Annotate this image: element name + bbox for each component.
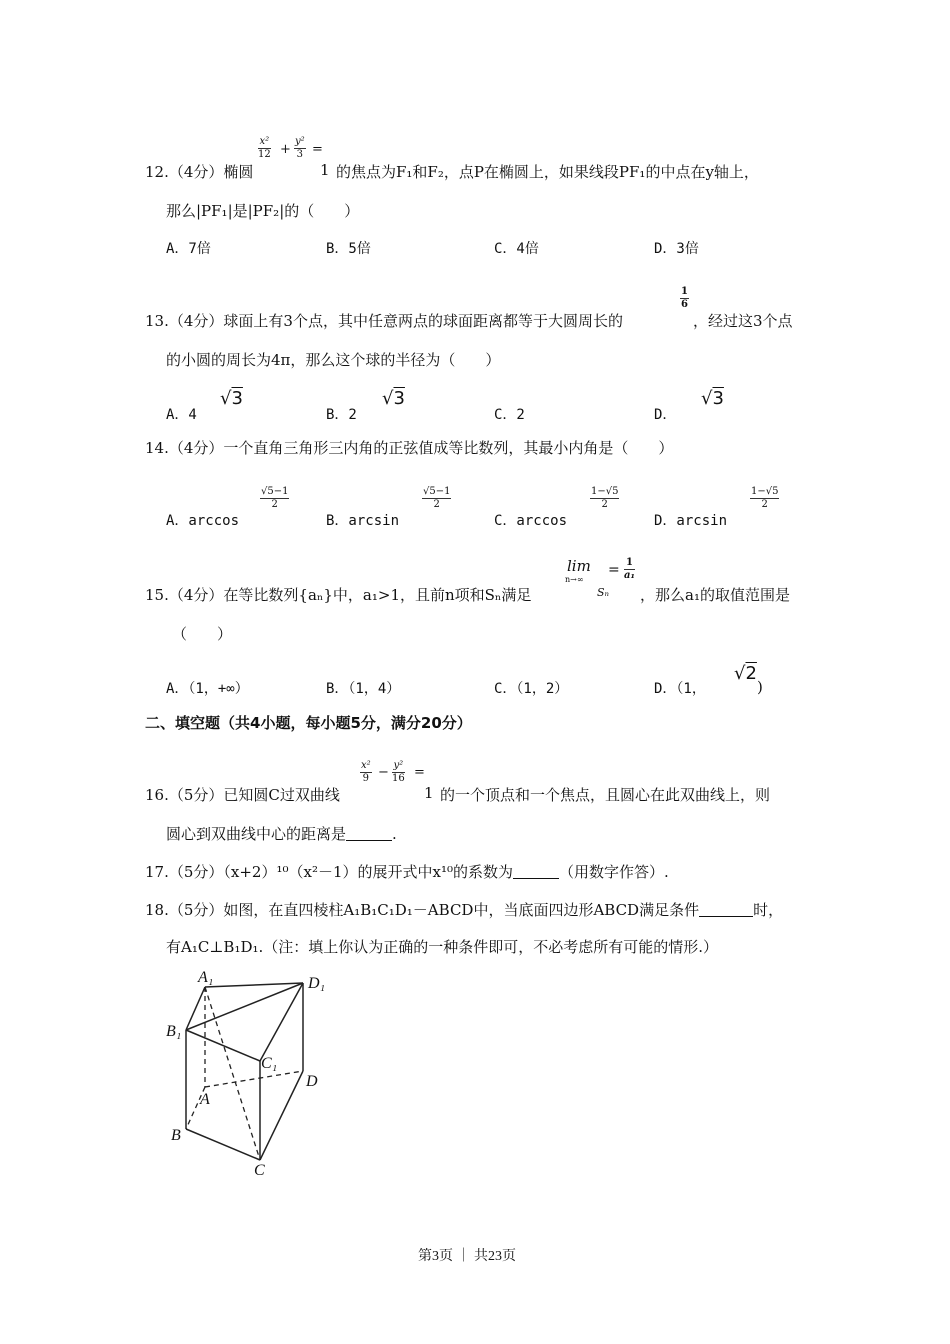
- q15-option-a: A．（1，+∞）: [166, 681, 249, 697]
- q18-line1: 18.（5分）如图，在直四棱柱A₁B₁C₁D₁－ABCD中，当底面四边形ABCD满足条件 时，: [145, 901, 784, 919]
- q12-one: 1: [320, 161, 330, 179]
- q13-option-b-sqrt: √3: [382, 388, 405, 409]
- label-b: B: [171, 1127, 181, 1144]
- edge-a-d-hidden: [205, 1071, 303, 1087]
- q12-option-a: A．7倍: [166, 241, 211, 257]
- q15-option-d: D．（1，: [654, 681, 706, 697]
- q14-line1: 14.（4分）一个直角三角形三内角的正弦值成等比数列，其最小内角是（ ）: [145, 439, 674, 457]
- label-a1: A₁: [198, 969, 214, 986]
- q15-frac-1-a1: $\frac{1}{\text{a₁}}$: [624, 557, 635, 581]
- q14-option-c: C．arccos: [494, 513, 568, 529]
- label-d1: D₁: [308, 975, 326, 992]
- q12-frac-x2-12: $\frac{\text{x²}}{12}$: [258, 136, 271, 160]
- q14-option-c-frac: $\frac{1-√5}{2}$: [591, 486, 619, 510]
- q14-option-a-frac: $\frac{√5-1}{2}$: [261, 486, 289, 510]
- question-17: 17.（5分）（x+2）¹⁰（x²－1）的展开式中x¹⁰的系数为 （用数字作答）.: [145, 863, 669, 881]
- q18-line2: 有A₁C⊥B₁D₁.（注：填上你认为正确的一种条件即可，不必考虑所有可能的情形.）: [166, 938, 719, 956]
- q13-option-a-sqrt: √3: [220, 388, 243, 409]
- q15-eq: =: [608, 562, 620, 578]
- q16-line1-end: 的一个顶点和一个焦点，且圆心在此双曲线上，则: [440, 786, 771, 804]
- q15-line1-end: ，那么a₁的取值范围是: [640, 586, 790, 604]
- q15-option-d-close: ): [757, 678, 763, 696]
- q15-sn: Sₙ: [597, 586, 609, 599]
- q13-line2: 的小圆的周长为4π，那么这个球的半径为（ ）: [166, 351, 501, 369]
- q13-option-a: A．4: [166, 407, 197, 423]
- q15-line2: （ ）: [172, 625, 233, 643]
- q16-one: 1: [424, 784, 434, 802]
- q12-option-c: C．4倍: [494, 241, 539, 257]
- label-c: C: [254, 1162, 265, 1179]
- edge-b1-c1: [186, 1030, 260, 1061]
- label-a: A: [200, 1091, 210, 1108]
- q16-equals: =: [414, 765, 425, 780]
- q16-line1-start: 16.（5分）已知圆C过双曲线: [145, 786, 340, 804]
- prism-figure: [160, 965, 360, 1180]
- q17-answer-blank: [513, 864, 559, 879]
- q13-option-b: B．2: [326, 407, 357, 423]
- edge-c1-d1: [260, 983, 303, 1061]
- q14-option-b: B．arcsin: [326, 513, 400, 529]
- page-footer: 第3页 ｜ 共23页: [418, 1249, 516, 1264]
- q12-equals: =: [312, 142, 323, 157]
- edge-a1-d1: [205, 983, 303, 987]
- section-2-heading: 二、填空题（共4小题，每小题5分，满分20分）: [145, 714, 472, 732]
- q16-answer-blank: [346, 826, 392, 841]
- q12-line1-end: 的焦点为F₁和F₂，点P在椭圆上，如果线段PF₁的中点在y轴上，: [336, 163, 759, 181]
- q13-option-d-sqrt: √3: [701, 388, 724, 409]
- q12-plus: +: [280, 142, 291, 157]
- label-d: D: [306, 1073, 318, 1090]
- q14-option-d: D．arcsin: [654, 513, 728, 529]
- q13-line1-end: ，经过这3个点: [693, 312, 793, 330]
- q15-option-b: B．（1，4）: [326, 681, 401, 697]
- q15-line1-start: 15.（4分）在等比数列{aₙ}中，a₁>1，且前n项和Sₙ满足: [145, 586, 532, 604]
- q13-option-c: C．2: [494, 407, 525, 423]
- edge-c-d: [260, 1071, 303, 1160]
- edge-b-c: [186, 1129, 260, 1160]
- q15-lim: lim: [567, 557, 591, 575]
- q15-option-c: C．（1，2）: [494, 681, 569, 697]
- q16-minus: −: [378, 765, 389, 780]
- q14-option-d-frac: $\frac{1-√5}{2}$: [751, 486, 779, 510]
- q15-lim-sub: n→∞: [565, 575, 584, 584]
- q16-line2: 圆心到双曲线中心的距离是 .: [166, 825, 397, 843]
- q14-option-b-frac: $\frac{√5-1}{2}$: [423, 486, 451, 510]
- q12-line1-start: 12.（4分）椭圆: [145, 163, 254, 181]
- q12-option-b: B．5倍: [326, 241, 371, 257]
- q12-line2: 那么|PF₁|是|PF₂|的（ ）: [166, 202, 360, 220]
- q16-frac-x2-9: $\frac{\text{x²}}{9}$: [361, 760, 371, 784]
- q13-option-d: D．: [654, 407, 677, 423]
- label-c1: C₁: [261, 1055, 278, 1072]
- label-b1: B₁: [166, 1023, 182, 1040]
- q12-frac-y2-3: $\frac{\text{y²}}{3}$: [295, 136, 305, 160]
- diagonal-a1-c-hidden: [205, 987, 260, 1160]
- q13-frac-1-6: $\frac{1}{6}$: [681, 286, 688, 310]
- q16-frac-y2-16: $\frac{\text{y²}}{16}$: [392, 760, 405, 784]
- q12-option-d: D．3倍: [654, 241, 699, 257]
- q18-answer-blank: [699, 902, 753, 917]
- q13-line1-start: 13.（4分）球面上有3个点，其中任意两点的球面距离都等于大圆周长的: [145, 312, 623, 330]
- q14-option-a: A．arccos: [166, 513, 240, 529]
- q15-option-d-sqrt: √2: [734, 663, 757, 684]
